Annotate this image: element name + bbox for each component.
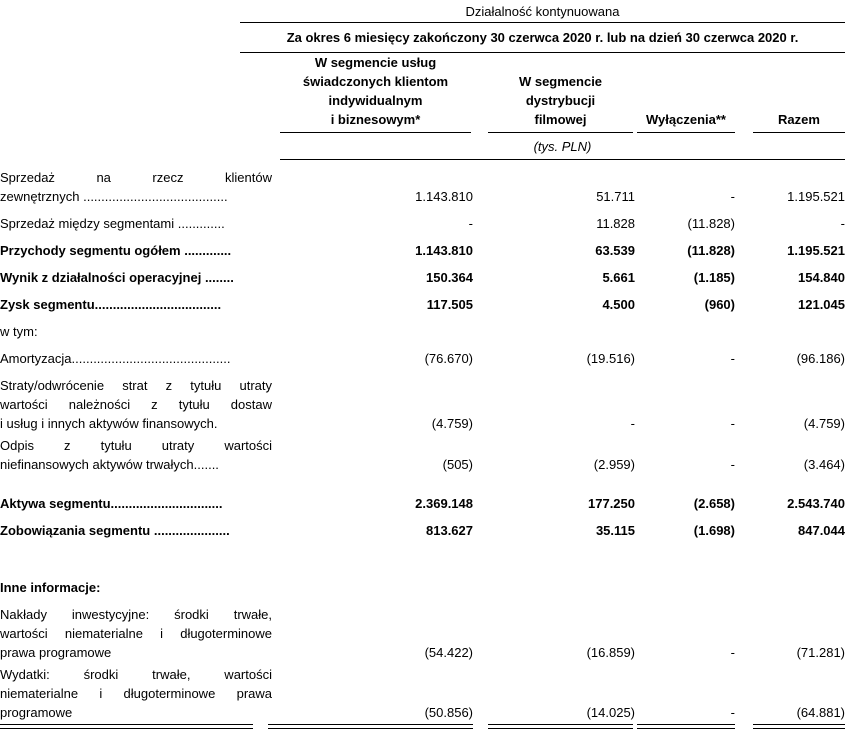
row-label-line: i usług i innych aktywów finansowych. [0, 416, 218, 431]
cell-value: (76.670) [424, 351, 473, 366]
row-label-line: Aktywa segmentu............................... [0, 496, 223, 511]
row-label [0, 665, 278, 722]
cell-value: (3.464) [803, 457, 845, 472]
table-row [0, 368, 845, 433]
table-row [0, 597, 845, 662]
cell-value: 2.543.740 [787, 496, 845, 511]
cell-value: (1.185) [693, 270, 735, 285]
row-label [0, 295, 278, 314]
cell-value: 2.369.148 [415, 496, 473, 511]
row-label-line: Wydatki: środki trwałe, wartości [0, 667, 272, 682]
cell-value: - [630, 416, 635, 431]
cell-value: (96.186) [796, 351, 845, 366]
table-row [0, 433, 845, 474]
row-label-line: Inne informacje: [0, 580, 101, 595]
cell-value: 813.627 [426, 523, 473, 538]
cell-value: - [730, 189, 735, 204]
cell-value: (960) [704, 297, 735, 312]
table-row [0, 341, 845, 368]
column-header-line: świadczonych klientom [302, 74, 449, 89]
cell-value: (50.856) [424, 705, 473, 720]
column-header [753, 110, 845, 133]
table-body [0, 160, 845, 722]
row-label-line: Odpis z tytułu utraty wartości [0, 438, 272, 453]
row-label-line: wartości należności z tytułu dostaw [0, 397, 272, 412]
row-label [0, 578, 278, 597]
bottom-rule-segment [278, 724, 475, 729]
cell-value: (11.828) [687, 243, 735, 258]
cell-value: (2.658) [693, 496, 735, 511]
cell-value: - [468, 216, 473, 231]
table-row [0, 260, 845, 287]
bottom-rule-segment [737, 724, 845, 729]
cell-value: 5.661 [602, 270, 635, 285]
cell-value: 1.143.810 [415, 189, 473, 204]
cell-value: (2.959) [593, 457, 635, 472]
row-label [0, 605, 278, 662]
column-header-line: W segmencie usług [314, 55, 437, 70]
cell-value: 51.711 [596, 189, 635, 204]
cell-value: 847.044 [798, 523, 845, 538]
period-header: Za okres 6 miesięcy zakończony 30 czerwca 2020 r. lub na dzień 30 czerwca 2020 r. [240, 23, 845, 53]
cell-value: 35.115 [595, 523, 635, 538]
table-row [0, 314, 845, 341]
row-label-line: wartości niematerialne i długoterminowe [0, 626, 272, 641]
row-label-line: Sprzedaż na rzecz klientów [0, 170, 272, 185]
row-label-line: Przychody segmentu ogółem ............. [0, 243, 232, 258]
row-label-line: niematerialne i długoterminowe prawa [0, 686, 272, 701]
row-label-line: Zobowiązania segmentu ..................... [0, 523, 230, 538]
cell-value: 63.539 [595, 243, 635, 258]
cell-value: 154.840 [798, 270, 845, 285]
table-row [0, 287, 845, 314]
cell-value: (4.759) [431, 416, 473, 431]
row-label [0, 376, 278, 433]
table-row [0, 233, 845, 260]
table-row [0, 662, 845, 722]
units-row [0, 133, 845, 160]
column-header-line: Razem [778, 112, 820, 127]
table-bottom-border [0, 722, 845, 729]
cell-value: - [730, 351, 735, 366]
column-header-line: Wyłączenia** [646, 112, 726, 127]
row-label-line: w tym: [0, 324, 38, 339]
row-label-line: programowe [0, 705, 73, 720]
row-label [0, 436, 278, 474]
column-header-line: i biznesowym* [330, 112, 421, 127]
cell-value: (11.828) [687, 216, 735, 231]
cell-value: 4.500 [602, 297, 635, 312]
cell-value: (505) [442, 457, 473, 472]
row-label [0, 494, 278, 513]
table-row [0, 160, 845, 206]
row-label-line: prawa programowe [0, 645, 112, 660]
units-label: (tys. PLN) [280, 133, 845, 160]
column-header-line: W segmencie [518, 74, 603, 89]
row-label-line: Nakłady inwestycyjne: środki trwałe, [0, 607, 272, 622]
table-row [0, 540, 845, 597]
cell-value: 1.143.810 [415, 243, 473, 258]
cell-value: (71.281) [796, 645, 845, 660]
table-row [0, 206, 845, 233]
cell-value: (19.516) [586, 351, 635, 366]
table-row [0, 513, 845, 540]
row-label [0, 168, 278, 206]
row-label-line: Sprzedaż między segmentami ............. [0, 216, 225, 231]
cell-value: 11.828 [596, 216, 635, 231]
row-label [0, 268, 278, 287]
bottom-rule-segment [635, 724, 737, 729]
row-label [0, 214, 278, 233]
row-label-line: niefinansowych aktywów trwałych....... [0, 457, 219, 472]
cell-value: 1.195.521 [787, 189, 845, 204]
cell-value: 177.250 [588, 496, 635, 511]
cell-value: (4.759) [803, 416, 845, 431]
cell-value: - [730, 457, 735, 472]
row-label-line: Wynik z działalności operacyjnej ........ [0, 270, 234, 285]
row-label [0, 241, 278, 260]
row-label-line: Zysk segmentu................................... [0, 297, 222, 312]
cell-value: (64.881) [796, 705, 845, 720]
cell-value: 1.195.521 [787, 243, 845, 258]
column-header [637, 110, 735, 133]
cell-value: 121.045 [798, 297, 845, 312]
cell-value: - [730, 705, 735, 720]
bottom-rule-segment [0, 724, 278, 729]
column-header [280, 53, 471, 133]
cell-value: 150.364 [426, 270, 473, 285]
cell-value: - [730, 645, 735, 660]
cell-value: - [730, 416, 735, 431]
column-header-line: filmowej [534, 112, 587, 127]
cell-value: - [840, 216, 845, 231]
row-label [0, 521, 278, 540]
bottom-rule-segment [475, 724, 635, 729]
cell-value: (54.422) [424, 645, 473, 660]
row-label-line: zewnętrznych ........................................ [0, 189, 228, 204]
cell-value: (16.859) [586, 645, 635, 660]
cell-value: 117.505 [426, 297, 473, 312]
table-header-titles [240, 0, 845, 53]
column-header-row [0, 53, 845, 133]
units-spacer [0, 133, 278, 160]
continued-operations-title: Działalność kontynuowana [240, 0, 845, 23]
column-header [488, 72, 633, 133]
row-label [0, 322, 278, 341]
column-header-line: indywidualnym [328, 93, 423, 108]
row-label [0, 349, 278, 368]
column-header-line: dystrybucji [525, 93, 596, 108]
row-label-line: Straty/odwrócenie strat z tytułu utraty [0, 378, 272, 393]
row-label-line: Amortyzacja............................................ [0, 351, 231, 366]
cell-value: (14.025) [586, 705, 635, 720]
cell-value: (1.698) [693, 523, 735, 538]
table-row [0, 474, 845, 513]
